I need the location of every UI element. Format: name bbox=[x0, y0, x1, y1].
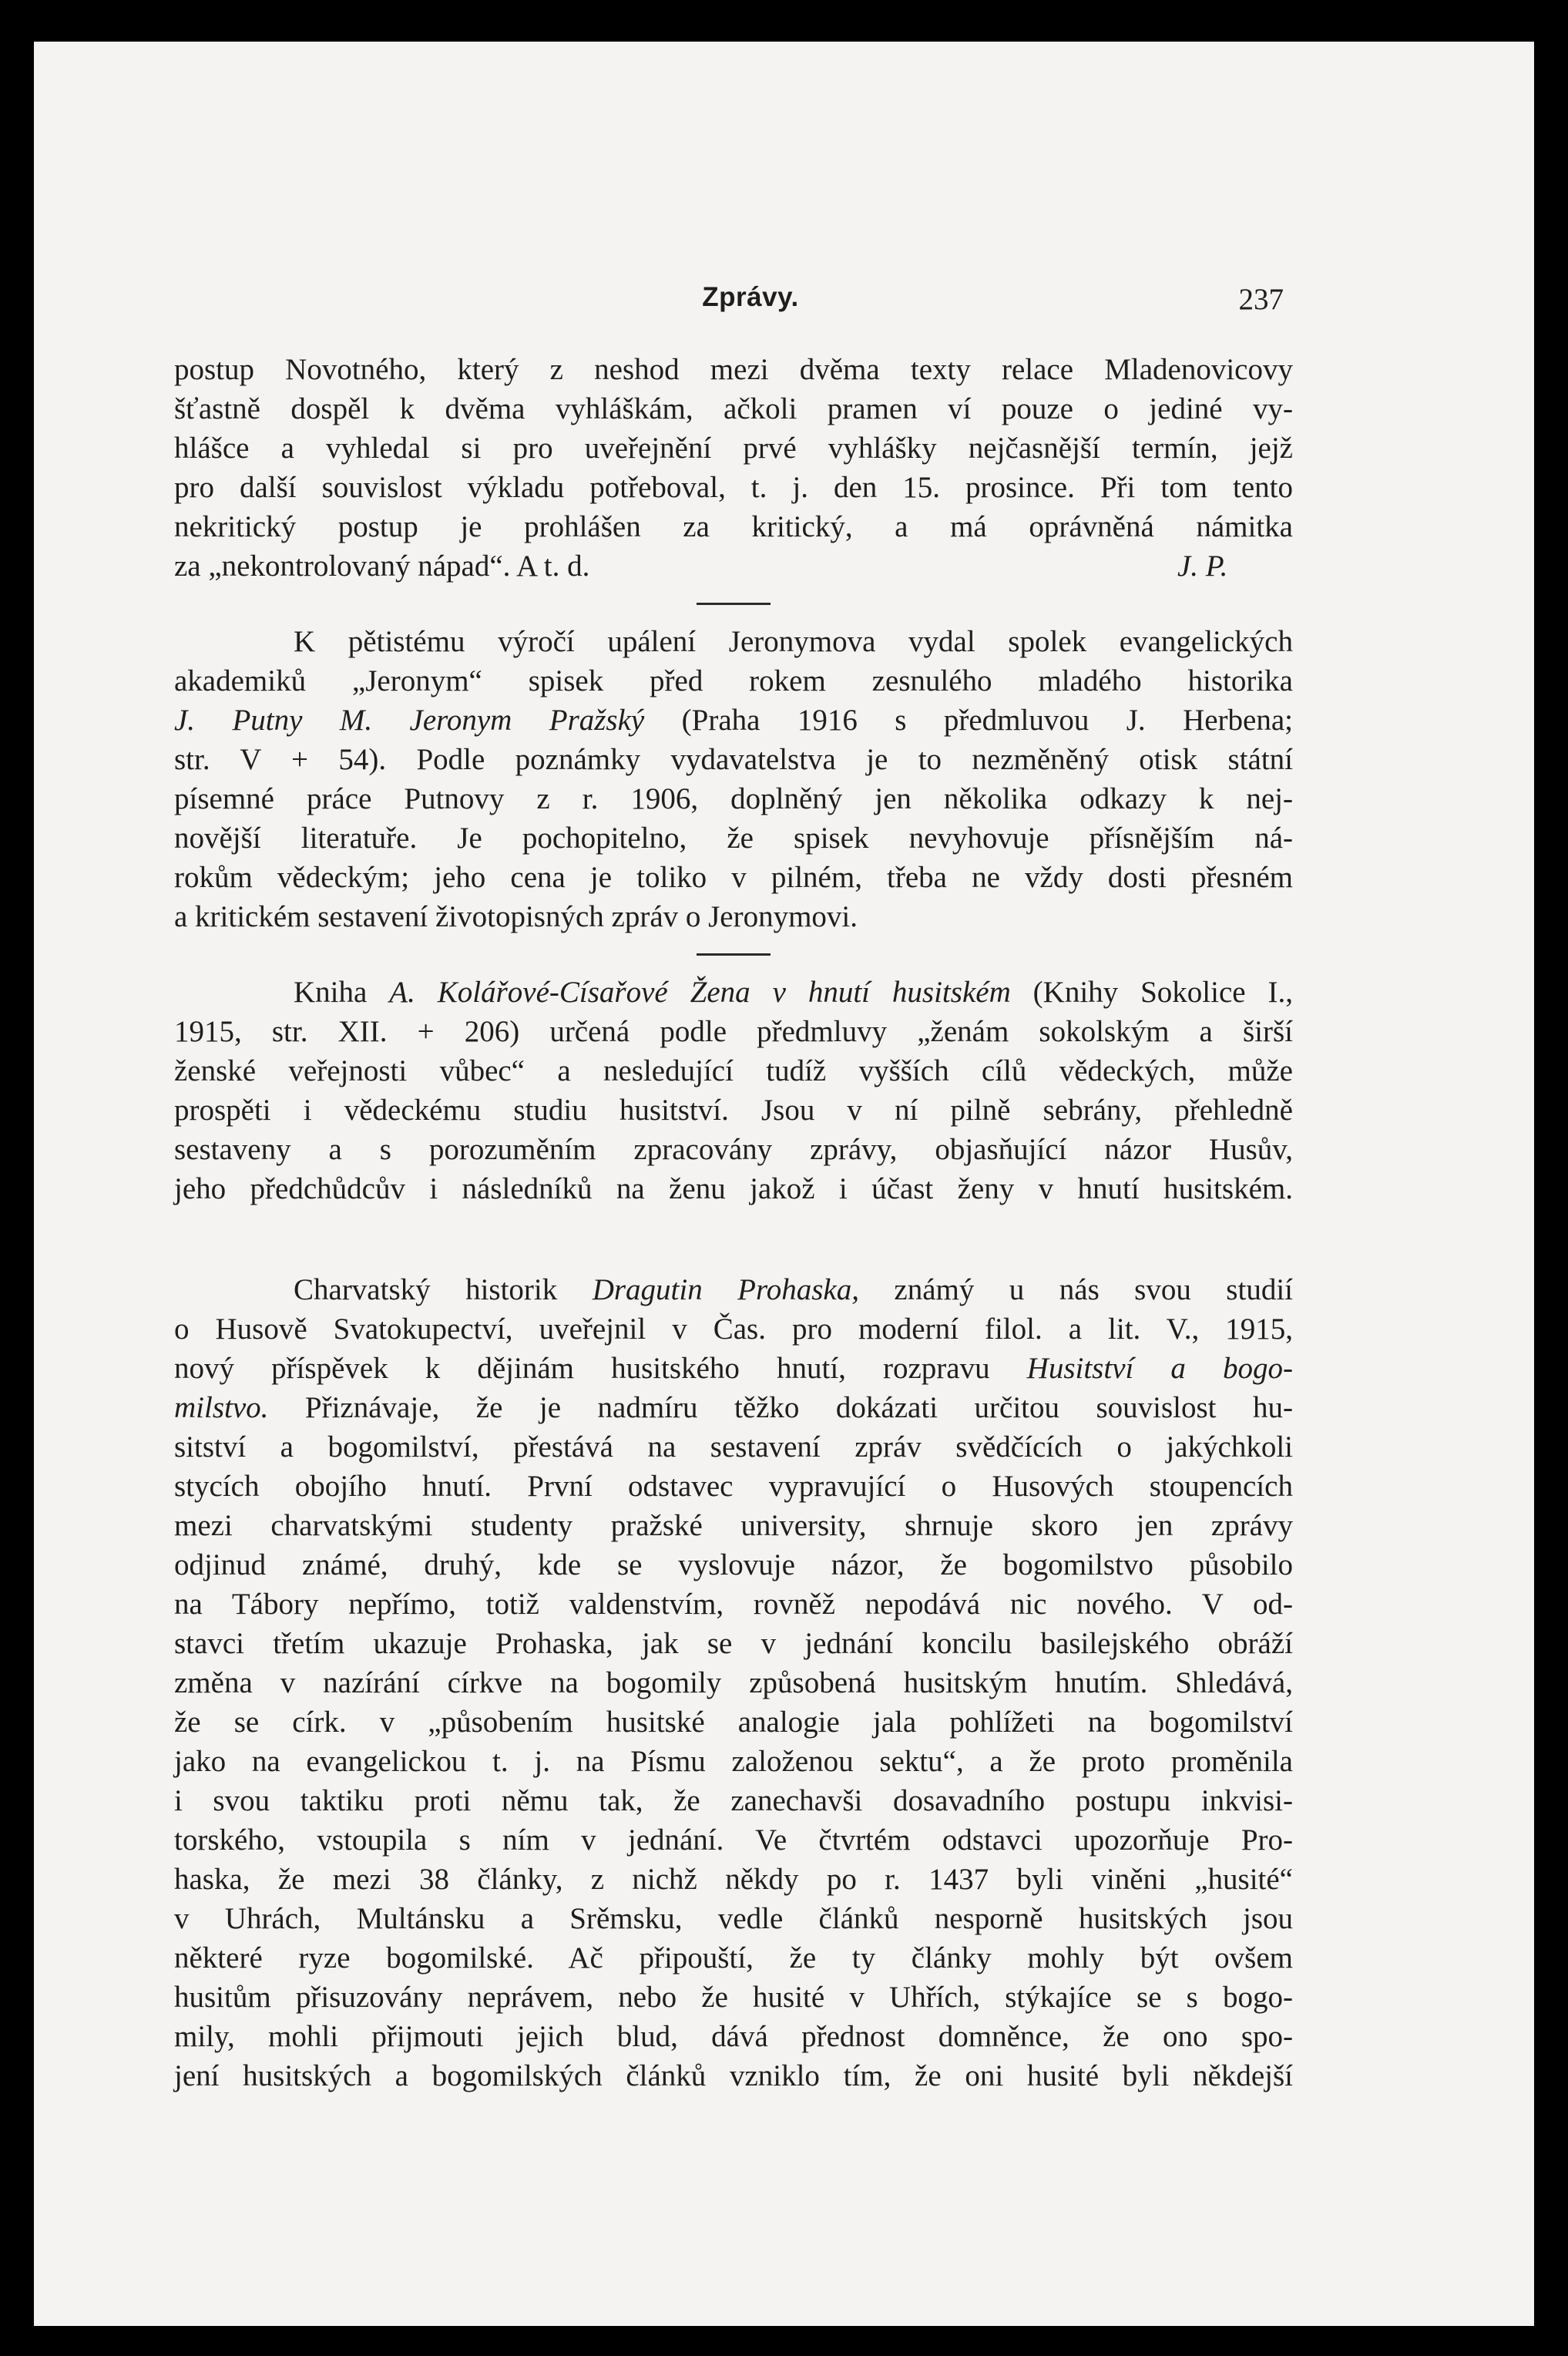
author-name: Dragutin Prohaska, bbox=[592, 1273, 859, 1306]
text-line: torského, vstoupila s ním v jednání. Ve čtvrtém odstavci upozorňuje Pro- bbox=[174, 1823, 1293, 1857]
text-line: jeho předchůdcův i následníků na ženu jakož i účast ženy v hnutí husitském. bbox=[174, 1172, 1293, 1205]
text-line: mezi charvatskými studenty pražské university, shrnuje skoro jen zprávy bbox=[174, 1509, 1293, 1542]
text-line: na Tábory nepřímo, totiž valdenstvím, rovněž nepodává nic nového. V od- bbox=[174, 1588, 1293, 1621]
text-line: odjinud známé, druhý, kde se vyslovuje názor, že bogomilstvo působilo bbox=[174, 1548, 1293, 1581]
text-line: J. Putny M. Jeronym Pražský (Praha 1916 s předmluvou J. Herbena; bbox=[174, 704, 1294, 737]
text-line: 1915, str. XII. + 206) určená podle předmluvy „ženám sokolským a širší bbox=[174, 1015, 1293, 1048]
text-line: str. V + 54). Podle poznámky vydavatelstva je to nezměněný otisk státní bbox=[174, 743, 1293, 776]
text-line: novější literatuře. Je pochopitelno, že spisek nevyhovuje přísnějším ná- bbox=[174, 822, 1293, 855]
text-line bbox=[174, 546, 1293, 586]
text-line: jako na evangelickou t. j. na Písmu založenou sektu“, a že proto proměnila bbox=[174, 1745, 1293, 1778]
text-line: hlášce a vyhledal si pro uveřejnění prvé vyhlášky nejčasnější termín, jejž bbox=[174, 432, 1293, 465]
text-line: písemné práce Putnovy z r. 1906, doplněný jen několika odkazy k nej- bbox=[174, 782, 1293, 815]
text-line: nový příspěvek k dějinám husitského hnutí, rozpravu Husitství a bogo- bbox=[174, 1352, 1293, 1385]
text-line: ženské veřejnosti vůbec“ a nesledující tudíž vyšších cílů vědeckých, může bbox=[174, 1054, 1293, 1087]
text-line: akademiků „Jeronym“ spisek před rokem zesnulého mladého historika bbox=[174, 664, 1293, 697]
author-signature: J. P. bbox=[1177, 550, 1228, 583]
text-line: rokům vědeckým; jeho cena je toliko v pilném, třeba ne vždy dosti přesném bbox=[174, 861, 1293, 894]
text-line: nekritický postup je prohlášen za kritický, a má oprávněná námitka bbox=[174, 510, 1293, 543]
book-citation: J. Putny M. Jeronym Pražský bbox=[174, 704, 645, 737]
text-line: a kritickém sestavení životopisných zpráv o Jeronymovi. bbox=[174, 900, 858, 933]
closing-text: za „nekontrolovaný nápad“. A t. d. bbox=[174, 550, 590, 583]
paragraph-prohaska bbox=[174, 1270, 1293, 2096]
text-line: Charvatský historik Dragutin Prohaska, známý u nás svou studií bbox=[294, 1273, 1293, 1306]
text-line: postup Novotného, který z neshod mezi dvěma texty relace Mladenovicovy bbox=[174, 353, 1293, 386]
document-page bbox=[34, 42, 1534, 2326]
text-line: pro další souvislost výkladu potřeboval, t. j. den 15. prosince. Při tom tento bbox=[174, 471, 1293, 504]
paragraph-jeronym bbox=[174, 622, 1293, 936]
book-citation: A. Kolářové-Císařové Žena v hnutí husitském bbox=[389, 976, 1011, 1009]
text-line: mily, mohli přijmouti jejich blud, dává přednost domněnce, že ono spo- bbox=[174, 2020, 1293, 2053]
text-line: K pětistému výročí upálení Jeronymova vydal spolek evangelických bbox=[294, 625, 1293, 658]
work-title: Husitství a bogo- bbox=[1026, 1352, 1293, 1385]
text-line: o Husově Svatokupectví, uveřejnil v Čas. pro moderní filol. a lit. V., 1915, bbox=[174, 1312, 1293, 1346]
running-header bbox=[34, 282, 1534, 321]
text-line: některé ryze bogomilské. Ač připouští, že ty články mohly být ovšem bbox=[174, 1941, 1293, 1975]
text-line: že se círk. v „působením husitské analogie jala pohlížeti na bogomilství bbox=[174, 1706, 1293, 1739]
text-line: sestaveny a s porozuměním zpracovány zprávy, objasňující názor Husův, bbox=[174, 1133, 1293, 1166]
text-line: prospěti i vědeckému studiu husitství. Jsou v ní pilně sebrány, přehledně bbox=[174, 1094, 1293, 1127]
text-line: stavci třetím ukazuje Prohaska, jak se v jednání koncilu basilejského obráží bbox=[174, 1627, 1293, 1660]
text-line: husitům přisuzovány neprávem, nebo že husité v Uhřích, stýkajíce se s bogo- bbox=[174, 1981, 1293, 2014]
work-title: milstvo. bbox=[174, 1391, 269, 1424]
text-line: v Uhrách, Multánsku a Srěmsku, vedle článků nesporně husitských jsou bbox=[174, 1902, 1293, 1935]
text-line: i svou taktiku proti němu tak, že zanechavši dosavadního postupu inkvisi- bbox=[174, 1784, 1293, 1817]
text-line: stycích obojího hnutí. První odstavec vypravující o Husových stoupencích bbox=[174, 1470, 1293, 1503]
text-line: šťastně dospěl k dvěma vyhláškám, ačkoli pramen ví pouze o jediné vy- bbox=[174, 392, 1293, 425]
text-line: milstvo. Přiznávaje, že je nadmíru těžko dokázati určitou souvislost hu- bbox=[174, 1391, 1294, 1424]
paragraph-novotny bbox=[174, 350, 1293, 586]
page-body bbox=[174, 350, 1293, 2096]
paragraph-zena bbox=[174, 973, 1293, 1208]
section-title: Zprávy. bbox=[702, 282, 799, 312]
text-line: jení husitských a bogomilských článků vzniklo tím, že oni husité byli někdejší bbox=[174, 2059, 1293, 2092]
page-number: 237 bbox=[1238, 283, 1284, 316]
text-line: změna v nazírání církve na bogomily způsobená husitským hnutím. Shledává, bbox=[174, 1666, 1293, 1699]
text-line: haska, že mezi 38 články, z nichž někdy po r. 1437 byli viněni „husité“ bbox=[174, 1863, 1293, 1896]
text-line: sitství a bogomilství, přestává na sestavení zpráv svědčících o jakýchkoli bbox=[174, 1430, 1293, 1464]
text-line: Kniha A. Kolářové-Císařové Žena v hnutí husitském (Knihy Sokolice I., bbox=[294, 976, 1293, 1009]
